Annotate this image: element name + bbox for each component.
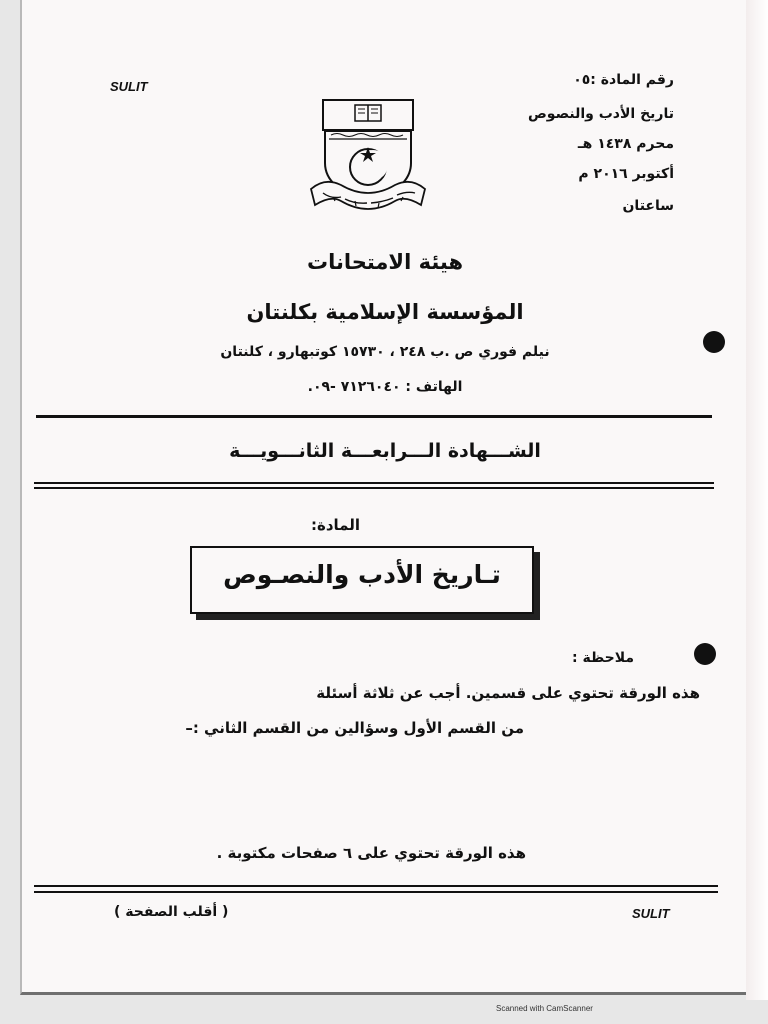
institution-address: نيلم فوري ص .ب ٢٤٨ ، ١٥٧٣٠ كوتبهارو ، كلنتان	[220, 344, 550, 360]
punch-hole-upper	[703, 331, 725, 353]
subject-name-small: تاريخ الأدب والنصوص	[527, 106, 674, 122]
exam-duration: ساعتان	[622, 198, 674, 214]
scanner-credit: Scanned with CamScanner	[496, 1004, 593, 1013]
divider-bottom-2	[34, 891, 718, 893]
divider-double-1	[34, 482, 714, 484]
notes-label: ملاحظة :	[572, 650, 634, 666]
divider-bottom-1	[34, 885, 718, 887]
divider-top	[36, 415, 712, 418]
institution-phone: الهاتف : ٧١٢٦٠٤٠ -٠٩.	[307, 379, 463, 395]
gregorian-date: أكتوبر ٢٠١٦ م	[578, 166, 674, 182]
exam-board-title: هيئة الامتحانات	[306, 250, 464, 274]
notes-line-1: هذه الورقة تحتوي على قسمين. أجب عن ثلاثة أسئلة	[316, 684, 700, 702]
turn-page-note: ( أقلب الصفحة )	[114, 904, 229, 920]
subject-code: رقم المادة :٠٥	[573, 72, 674, 88]
subject-title-box	[190, 546, 534, 614]
institution-name: المؤسسة الإسلامية بكلنتان	[246, 300, 524, 324]
punch-hole-lower	[694, 643, 716, 665]
subject-title: تـاريخ الأدب والنصـوص	[223, 560, 501, 589]
divider-double-2	[34, 487, 714, 489]
sulit-label-top: SULIT	[110, 79, 148, 94]
notes-line-2: من القسم الأول وسؤالين من القسم الثاني :–	[185, 719, 524, 737]
hijri-date: محرم ١٤٣٨ هـ	[577, 136, 674, 152]
page-edge	[746, 0, 768, 1000]
certificate-title: الشـــهادة الـــرابعـــة الثانـــويـــة	[229, 440, 541, 462]
sulit-label-bottom: SULIT	[632, 906, 670, 921]
institution-logo	[305, 97, 431, 222]
subject-label: المادة:	[310, 516, 360, 534]
page-count-note: هذه الورقة تحتوي على ٦ صفحات مكتوبة .	[216, 844, 526, 862]
